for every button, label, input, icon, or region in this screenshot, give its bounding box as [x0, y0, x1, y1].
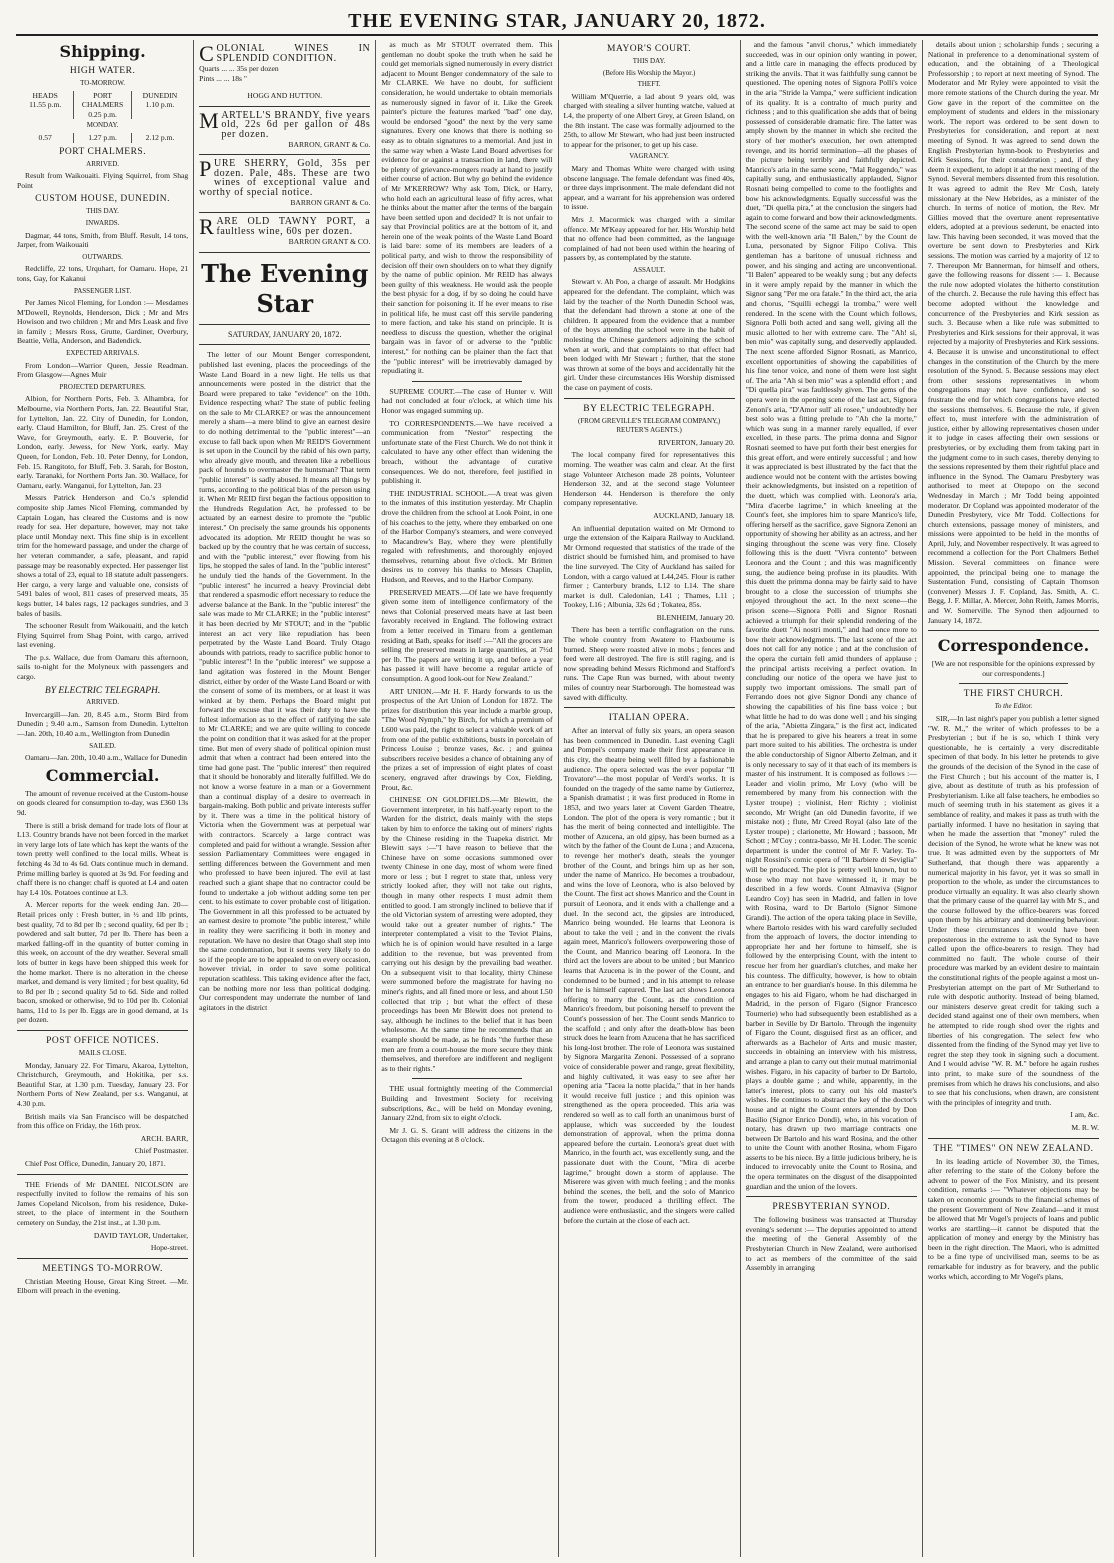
passenger-text: Per James Nicol Fleming, for London :— Mesdames M'Dowell, Reynolds, Henderson, Dick ; Mr and Mrs Howison and two children ; Mr and Mrs Leask and five in family ; Messrs Ross, Grutte, Gardiner, Overbury, Beattie, Vella, Anderson, and Badendick.: [17, 298, 189, 346]
british-text: British mails via San Francisco will be despatched from this office on Friday, the 16th prox.: [17, 1111, 189, 1131]
divider: [564, 707, 735, 708]
high-water-heading: HIGH WATER.: [69, 66, 136, 76]
tide-cell: 0.57: [38, 132, 52, 142]
vagrancy-label: VAGRANCY.: [629, 152, 669, 161]
telegraph-heading: BY ELECTRIC TELEGRAPH.: [583, 403, 715, 414]
tide-cell: PORT CHALMERS 0.25 p.m.: [73, 91, 130, 120]
before-label: (Before His Worship the Mayor.): [602, 68, 696, 77]
henderson-text: Messrs Patrick Henderson and Co.'s splendid composite ship James Nicol Fleming, commanded by Captain Logan, has cleared the Customs and is now ready for sea. Her departure, however, may not take place until Monday next. This fine ship is in excellent trim for the homeward passage, and under the charge of her veteran commander, a safe, pleasant, and rapid passage may be reasonably expected. Her passenger list shows a total of 23, equal to 18 statute adult passengers. Her cargo, a very large and valuable one, consists of 5491 bales of wool, 811 cases of preserved meats, 35 kegs butter, 14 bales rags, 12 packages sundries, and 3 bales of basils.: [17, 493, 189, 618]
chinese-goldfields: CHINESE ON GOLDFIELDS.—Mr Blewitt, the Government interpreter, in his half-yearly report to the Warden for the district, deals mainly with the steps taken by him to enforce the taking out of miners' rights by the Chinese residing in the Tuapeka district. Mr Blewitt says :—"I have reason to believe that the Chinese have on some occasions summoned over twenty Chinese in one day, most of whom were fined more or less ; but I regret to state that, unless very strictly looked after, they will not take out rights, though in many other respects I must admit them entitled to good. I am strongly inclined to believe that if the old Victorian system of arresting were adopted, they would take out a greater number of rights." The interpreter contemplated a visit to the Teviot Plains, which he is of opinion would have resulted in a large addition to the revenue, but was prevented from carrying out his design by the prevailing bad weather. On a subsequent visit to that locality, thirty Chinese were summoned before the magistrate for having no miner's rights, and all fined more or less, and about L50 collected that trip ; but what the effect of these proceedings has been Mr Blewitt does not pretend to say, although he inclines to the belief that it has been wholesome. At the same time he recommends that an example should be made, as he finds "the further these men are from a court-house the more secure they think themselves, and therefore are indifferent and negligent as to their rights.": [381, 795, 553, 1073]
leader-continued: as much as Mr STOUT overrated them. This gentleman no doubt spoke the truth when he said he could get memorials signed numerously in every district adjacent to Mount Benger condemnatory of the sale to Mr CLARKE. We have no doubt, for sufficient consideration, he would undertake to obtain memorials as numerously signed in favor of it. Like the Greek painter's picture the features marked "bad" one day, would be endorsed "good" the next by the very same signatures. Every one knows that there is nothing so easy as to obtain signatures to a memorial. And just in the same way when a Waste Land Board advertises for evidence for or against a transaction in land, there will be plenty of grievance-mongers ready at hand to justify either course of action. But why go behind the evidence of Mr M'KERROW? Why ask Tom, Dick, or Harry, who hold each an agricultural lease of fifty acres, what he thinks about the matter after the terms of the bargain have been settled upon and decided? It is not unfair to say that Provincial politics are at the bottom of it, and herein one of the weak points of the Waste Land Board is laid bare: some of its members are leaders of a political party, and wish to throw the responsibility of decision off their own shoulders on to what they dignify by the name of public opinion. Mr REID has always been guilty of this weakness. He would ask the people the best physic for a dog, if by so doing he could have their sanction for poisoning it. If he ever means to rise in political life, he must cast off this servile pandering to mere faction, and take his stand on principle. It is needless to discuss the question, whether the original bargain was in favor of or adverse to the "public interest," for nothing can be plainer than the fact that the "public interest" will be irretrievably damaged by repudiating it.: [381, 40, 553, 376]
wines-quarts: Quarts ... ... 35s per dozen: [199, 64, 279, 73]
divider: [928, 630, 1099, 631]
art-union: ART UNION.—Mr H. F. Hardy forwards to us the prospectus of the Art Union of London for 1872. The prizes for distribution this year include a marble group, "The Wood Nymph," by Birch, for which a premium of L600 was paid, the right to select a valuable work of art from one of the public exhibitions, busts in porcelain of Princess Louise ; bronze vases, &c. ; and guinea subscribers receive besides a chance of obtaining any of the prizes a set of impression of eight plates of coast scenery, engraved after drawings by Cox, Fielding, Prout, &c.: [381, 686, 553, 792]
correspondence-heading: Correspondence.: [937, 636, 1090, 656]
outwards-text: Redcliffe, 22 tons, Urquhart, for Oamaru. Hope, 21 tons, Gay, for Kakanui: [17, 264, 189, 283]
blenheim-text: There has been a terrific conflagration on the runs. The whole country from Awatere to Flaxbourne is burned. Sheep were roasted alive in mobs ; fences and feed were all destroyed. The fire is still raging, and is now spreading behind Messrs Richmond and Stafford's runs. The Cape Run was burned, with about twenty miles of country near Starborough. The homestead was saved with difficulty.: [563, 625, 735, 702]
taylor-sign: DAVID TAYLOR, Undertaker,: [93, 1230, 189, 1240]
arrived-text: Result from Waikouaiti. Flying Squirrel, from Shag Point: [17, 171, 189, 190]
brandy-text: MARTELL'S BRANDY, five years old, 22s 6d per gallon or 48s per dozen.: [199, 107, 371, 140]
opera-text: After an interval of fully six years, an opera season has been commenced in Dunedin. Last evening Cagli and Pompei's company made their first appearance in this city, the theatre being well filled by a fashionable audience. The opera selected was the ever popular "Il Trovatore"—the most popular of Verdi's works. It is founded on the tragedy of the same name by Gutierrez, a Spanish dramatist ; it was first produced in Rome in 1853, and two years later at Covent Garden Theatre, London. The plot of the opera is very romantic ; but it has the merit of being connected and intelligible. The mother of Azucena, an old gipsy, has been burned as a witch by the father of the Count de Luna ; and Azucena, to revenge her mother's death, steals the younger brother of the Count, and brings him up as her son, under the name of Manrico. He becomes a troubadour, and wins the love of Leonora, who is also beloved by the Count. The first act shows Manrico and the Count in pursuit of Leonora, and it ends with a challenge and a duel. In the second act, the gipsies are introduced, Manrico being wounded. He learns that Leonora is about to take the veil ; and in the convent the rivals again meet, Manrico's followers overpowering those of the Count, and Manrico bearing off Leonora. In the third act the lovers are about to be united ; but Manrico learns that Azucena is in the power of the Count, and condemned to be burned ; and in his attempt to release her he is himself captured. The last act shows Leonora offering to marry the Count, as the condition of Manrico's freedom, but poisoning herself to prevent the Count's possession of her. The Count sends Manrico to the scaffold ; and only after the death-blow has been struck does he learn from Azucena that he has sacrificed his long-lost brother. The role of Leonora was sustained by Signora Margarita Zenoni. Possessed of a soprano voice of considerable power and range, great flexibility, and highly cultivated, it was easy to see after her opening aria "Tacea la notte placida," that in her hands it would receive full justice ; and this opinion was strengthened as the opera proceeded. This aria was rendered so well as to call forth an unanimous burst of applause, which was succeeded by the loudest demonstration of approval, when the prima donna appeared before the curtain. Leonora's great duet with Manrico, in the fourth act, was excellently sung, and the passionate duet with the Count, "Mira di acerbe lagrime," brought down a storm of applause. The Miserere was given with much feeling ; and the monks behind the scenes, the bell, and the solo of Manrico from the tower, produced a thrilling effect. The audience were enthusiastic, and the singers were called before the curtain at the close of each act.: [563, 726, 735, 1225]
inwards-label: INWARDS.: [85, 218, 120, 227]
synod-text: The following business was transacted at Thursday evening's sederunt :— The deputies appointed to attend the meeting of the General Assembly of the Presbyterian Church in New Zealand, were authorised to act as members of the committee of the said Assembly in arranging: [745, 1215, 917, 1273]
grant-address: Mr J. G. S. Grant will address the citizens in the Octagon this evening at 8 o'clock.: [381, 1125, 553, 1145]
assault-label: ASSAULT.: [633, 265, 666, 274]
column-1: [12, 40, 194, 1557]
brandy-advert: [199, 107, 370, 155]
first-church-heading: THE FIRST CHURCH.: [963, 689, 1064, 700]
auckland-dateline: AUCKLAND, January 18.: [653, 510, 735, 520]
column-5: [741, 40, 923, 1557]
mails-text: Monday, January 22. For Timaru, Akaroa, Lyttelton, Christchurch, Greymouth, and Hokitika, per s.s. Beautiful Star, at 1.30 p.m. Tuesday, January 23. For Northern Ports of New Zealand, per s.s. Wanganui, at 4.30 p.m.: [17, 1060, 189, 1109]
sherry-firm: BARRON GRANT & Co.: [290, 197, 371, 207]
letter-text: SIR,—In last night's paper you publish a letter signed "W. R. M.," the writer of which professes to be a Presbyterian ; but if he is so, which I think very questionable, he is certainly a very discreditable specimen of that body. In his letter he pretends to give the grounds of the decision of the Synod in the case of the First Church ; but his account of the matter is, I give, about as destitute of truth as his profession of Presbyterianism. Like all false teachers, he embodies so much of seeming truth in his statement as gives it a semblance of reality, and makes it pass as truth with the partially informed. I have no hesitation in saying that when he made the assertion that "money" ruled the decision of the Synod, he wrote what he knew was not true. It was admitted even by the supporters of Mr Sutherland, that though there was apparently a numerical majority in his favor, yet it was so small in proportion to the whole, as under the circumstances to produce virtually an equality. It was also clearly shown that the primary cause of the quarrel lay with Mr S., and the course followed by the office-bearers was forced upon them by his arbitrary and domineering behaviour. Under these circumstances it would have been preposterous in the extreme to ask the Synod to have called upon the office-bearers to resign. They had committed no fault. The whole course of their procedure was marked by an evident desire to maintain the constitutional rights of the people against a most un-Presbyterian attempt on the part of Mr Sutherland to rule with despotic authority. Instead of being blamed, our ministers deserve great credit for taking such a decided stand against one of their own members, when he attempted to ride rough shod over the rights and liberties of his congregation. The select few who dissented from the finding of the Synod may yet live to regret the step they took in signing such a document. And I would advise "W. R. M." before he again rushes into print, to make sure of the soundness of the premises from which he draws his conclusions, and also to see that his conclusions, when drawn, are consistent with the principles of integrity and truth.: [927, 714, 1100, 1107]
passenger-label: PASSENGER LIST.: [73, 286, 132, 295]
divider: [746, 1196, 917, 1197]
macormick-text: Mrs J. Macormick was charged with a similar offence. Mr M'Keay appeared for her. His Worship held that no offence had been committed, as the language complained of had not been used within the hearing of passers by, as contemplated by the statute.: [563, 214, 735, 263]
leader-date: SATURDAY, JANUARY 20, 1872.: [228, 329, 342, 339]
supreme-court: SUPREME COURT.—The case of Hunter v. Will had not concluded at four o'clock, at which time his Honor was engaged summing up.: [381, 386, 553, 415]
inwards-text: Dagmar, 44 tons, Smith, from Bluff. Result, 14 tons, Jarper, from Waikouaiti: [17, 230, 189, 250]
sherry-text: PURE SHERRY, Gold, 35s per dozen. Pale, 48s. These are two wines of exceptional value and worthy of special notice.: [199, 156, 371, 198]
letter-signature: M. R. W.: [1071, 1122, 1100, 1132]
arch-barr: ARCH. BARR,: [140, 1133, 189, 1143]
correspondents: TO CORRESPONDENTS.—We have received a communication from "Nestor" respecting the unfortunate state of the First Church. We do not think it calculated to have any other effect than widening the breach, without the advantage of curative consequences. We do not, therefore, feel justified in publishing it.: [381, 418, 553, 486]
synod-heading: PRESBYTERIAN SYNOD.: [772, 1202, 891, 1213]
vagrancy-text: Mary and Thomas White were charged with using obscene language. The female defendant was fined 40s, or three days imprisonment. The male defendant did not appear, and a warrant for his apprehension was ordered to issue.: [563, 163, 735, 212]
columns: [12, 40, 1104, 1557]
tide-table: [17, 91, 188, 120]
leader-text: The letter of our Mount Benger correspondent, published last evening, places the proceedings of the Waste Land Board in a new light. He tells us that announcements were posted in the district that the Board were prepared to take "evidence" on the 10th. Evidence respecting what? The state of public feeling on the sale to Mr CLARKE? or was the announcement merely a sham—a mere blind to give an earnest desire to do nothing detrimental to the "public interest"—an excuse to fall back upon when Mr REID'S Government is set upon in the Council by the rabid of his own party, who already give mouth, and threaten like a rebellious pack of hounds to overmaster the huntsman? That term "public interest" is sadly abused. It means all things by turns, according to the political bias of the person using it. When Mr REID first began the factious opposition to the Hundreds Regulation Act, he professed to be actuated by an earnest desire to promote the "public interest." On precisely the same grounds his opponents advocated its adoption. Mr REID thought he was so backed up by the country that he was certain of success, and with the "public interest," ever flowing from his lips, he stopped the sales of land. In the "public interest" he unduly tied the hands of the Government. In the "public interest" he incurred a heavy Provincial debt that rendered a spasmodic effort necessary to reduce the adverse balance at the Bank. In the "public interest" the sale was made to Mr CLARKE; in the "public interest" it has been decried by Mr STOUT; and in the "public interest an act very like repudiation has been perpetrated by the Waste Land Board. Truly Otago abounds with patriots, ready to sacrifice public honor to "public interest"! In the "public interest" we suppose a land agitation was fostered in the Mount Benger district, either by order of the Waste Land Board or with the consent of some of its members, or at least it was winked at by them. Perhaps the Board might put forward the excuse that it was their duty to have the fullest information as to the effect of ratifying the sale to Mr CLARKE; and we are quite willing to concede the point on condition that it was asked for at the proper time. But men of every shade of political opinion must admit that when a contract had been entered into the time had gone past. The "public interest" then required that it should be honorably and literally fulfilled. We do not know a worse feature in a man or a Government than a continual display of a desire to overreach in bargain-making. Both public and private interests suffer by it. There was a time in the political history of Victoria when the Government was at perpetual war with contractors. Scarcely a large contract was completed and paid for without a wrangle. Session after session Parliamentary Committees were engaged in settling differences between the Government and men who professed to have been injured. The evil at last reached such a giant shape that no contractor could be found to undertake a job without adding some ten per cent. to his estimate to cover probable cost of litigation. The Government in all this professed to be actuated by an earnest desire to promote "the public interest," while in reality they were sacrificing it both in money and reputation. We have no desire that Otago shall step into the same condemnation, but it seems very likely to do so if the people are to be appealed to on every occasion, however trivial, in order to save some political reputation scathless. This taking evidence after the fact, can be nothing more nor less than political dodging. Our correspondent may underrate the number of land agitators in the district: [199, 350, 371, 1012]
arrived2-label: ARRIVED.: [86, 698, 120, 707]
port-chalmers-heading: PORT CHALMERS.: [59, 146, 147, 157]
divider: [412, 1078, 522, 1079]
divider: [959, 683, 1069, 684]
sailed-label: SAILED.: [89, 741, 116, 750]
expected-text: From London—Warrior Queen, Jessie Readman. From Glasgow—Agnes Muir: [17, 360, 189, 380]
theft-text: William M'Querrie, a lad about 9 years old, was charged with stealing a silver hunting watche, valued at L4, the property of one Albert Grey, at Green Island, on the 8th instant. The case was formally adjourned to the 25th, to allow Mr Stewart, who had just been instructed to appear for the prisoner, to get up his case.: [563, 91, 735, 149]
greville-label: (FROM GREVILLE'S TELEGRAM COMPANY,) REUTER'S AGENTS.): [577, 416, 721, 435]
divider: [17, 1030, 188, 1031]
industrial-school: THE INDUSTRIAL SCHOOL.—A treat was given to the inmates of this institution yesterday. Mr Chaplin drove the children from the school at Look Point, in one of his coaches to the jetty, where they embarked on one of the Harbor Company's steamers, and were conveyed to Macandrew's Bay, where they were plentifully regaled with refreshments, and thoroughly enjoyed themselves, returning about five o'clock. Mr Britten desires us to convey his thanks to Messrs Chaplin, Hudson, and Reeves, and to the Harbor Company.: [381, 488, 553, 585]
port-text: RARE OLD TAWNY PORT, a faultless wine, 60s per dozen.: [199, 214, 371, 240]
auckland-text: An influential deputation waited on Mr Ormond to urge the extension of the Kaipara Railway to Auckland. Mr Ormond requested that statistics of the trade of the district should be furnished him, and promised to have the line surveyed. The City of Auckland has sailed for London, with a cargo valued at L44,245. Flour is rather firmer ; Canterbury brands, L12 to L14. The share market is dull. Caledonian, L41 ; Thames, L11 ; Tookey, L16 ; Albunia, 32s 6d ; Tokatea, 85s.: [563, 523, 735, 610]
divider: [928, 1138, 1099, 1139]
tide-cell: HEADS 11.55 p.m.: [29, 90, 62, 110]
opera-continued: and the famous "anvil chorus," which immediately succeeded, was in our opinion only wanting in power, and a little care in managing the effects produced by striking the anvils. That it was faithfully sung cannot be questioned. The opening notes of Signora Polli's voice in the aria "Stride la Vampa," were sufficient indication of its quality. It is a contralto of much purity and richness ; and to this qualification she adds that of being possessed of considerable dramatic fire. The latter was amply shown by the manner in which she recited the story of her mother's execution, her own attempted revenge, and its horrid termination—all the phases of the picture being terribly and faithfully depicted. Manrico's aria in the same scene, "Mal Reggendo," was capitally sung, and enthusiastically applauded, Signor Rosnati being compelled to come to the footlights and bow his acknowledgments. Equally successful was the duet, "Di quella pira," at the conclusion the singers had again to come forward and bow their acknowledgments. The second scene of the same act may be said to open with the well-known aria "Il Balen," by the Count de Luna, personated by Signor Filipo Coliva. This gentleman has a baritone of unusual richness and power, and his singing and acting are unconventional. "Il Balen" appeared to be weakly sung ; but any defects in it were amply repaid by the manner in which the Signor sang "Per me ora fatale." In the third act, the aria and chorus, "Squilli echeggi la tromba," were well rendered. In the scene with the Count which follows, Signora Polli both acted and sang well, giving all the music allotted to her with extreme care. The "Ah! sì, ben mio" was capitally sung, and deservedly applauded. The next scene afforded Signor Rosnati, as Manrico, excellent opportunities of showing the capabilities of his fine tenor voice, and none of them were lost sight of. The aria "Ah si ben mio" was a splendid effort ; and "Di quella pira" was faultlessly given. The gems of the opera were in the opening scene of the last act, Signora Zenoni's aria, "D'Amor sull' ali rosee," undoubtedly her best solo was a fitting prelude to "Ah che la morte," which was sung in a manner rarely equalled, if ever excelled, in these parts. The prima donna and Signor Rosnati seemed to have put forth their best energies for this great effort, and were entirely successful ; and how it was appreciated is best illustrated by the fact that the audience would not be content with the artistes bowing their acknowledgments, but insisted on a repetition of the duett, which was complied with. Leonora's aria, "Mira d'acerbe lagrime," in which kneeling at the Count's feet, she implores him to spare Manrico's life, offering herself as the sacrifice, gave Signora Zenoni an opportunity of showing her ability as an actress, and her singing throughout the scene was very fine. Closely following this is the duett "Vivra contento" between Leonora and the Count ; and this was magnificently sung, the audience being profuse in its plaudits. With this duett the primma donna may be fairly said to have brought to a close the succession of triumphs she enjoyed throughout the act. In the next scene—the prison scene—Signora Polli and Signor Rosnati achieved a triumph for their splendid rendering of the favorite duett "Ai nostri monti," and had once more to bow their acknowledgments. The last scene of the act does not call for any notice ; and at the conclusion of the opera the curtain fell amid thunders of applause ; the principal artists receiving a perfect ovation. In concluding our notice of the opera we have just to supply two important omissions. The small part of Ferrando does not give Signor Dondi any chance of showing the capabilities of his fine bass voice ; but what little he had to do was done well ; and his singing of the aria, "Abietta Zingara," is the first act, indicated that he is prepared to give his hearers a treat in some part more suited to his abilities. The orchestra is under the able conductorship of Signor Alberto Zelman, and it is only necessary to say of it that each of its members is master of his instrument. It is composed as follows :—Leader and violin primo, Mr Lovy (who will be remembered by many from his connection with the Lyster troupe) ; violinist, Herr Richty ; violinist secondo, Mr Wright (an old Dunedin favorite, if we mistake not) ; flute, Mr Creed Royal (also late of the Lyster troupe) ; clarionette, Mr Howard ; bassoon, Mr Schott ; M'Coy ; contra-basso, Mr H. Loder. The scenic department is under the control of Mr F. Varley. To-night Rossini's comic opera of "Il Barbiere di Seviglia" will be produced. The plot is pretty well known, but to those who may not have witnessed it, it may be described in a few words. Count Almaviva (Signor Leandro Coy) has seen in Madrid, and fallen in love with Rosina, ward to Dr Bartolo (Signor Simone Grandi). The action of the opera taking place in Seville, where Bartolo resides with his ward carefully secluded from the approach of lovers, the doctor intending to appropriate her and her fortune to himself, she is followed by the enterprising Count, with the intent to rescue her from her guardian's clutches, and make her his countess. The difficulty, however, is how to obtain an entrance to her guardian's house. In this dilemma he engages to his aid Figaro, whom he had discharged in Madrid, in the person of Figaro (Signor Francesco Tournerie) who had subsequently been established as a barber in Seville by Dr Bartolo. Through the ingenuity of Figaro the Count, disguised first as an officer, and afterwards as a Bachelor of Arts and music master, succeeds in obtaining an interview with his mistress, and arrange a plan to carry out their mutual matrimonial wishes. Figaro, in his capacity of barber to Dr Bartolo, plays a double game ; and while, apparently, in the latter's interest, plots to carry out his old master's wishes. He continues to abstract the key of the doctor's house and at night the Count enters attended by Don Basilio (Signor Enrico Dondi), who, in his vocation of notary, has drawn up two marriage contracts one between Dr Bartolo and his ward Rosina, and the other to unite the Count with another Rosina, whom Figaro asserts to be his niece. By a little judicious bribery, he is induced to irrevocably unite the Count to Rosina, and the opera terminates on the disgust of the disappointed guardian and the union of the lovers.: [745, 40, 917, 1191]
retail-text: A. Mercer reports for the week ending Jan. 20—Retail prices only : Fresh butter, in ½ and 1lb prints, best quality, 7d to 8d per lb ; second quality, 6d per lb ; powdered and salt butter, 7d per lb. There has been a marked falling-off in the quantity of butter coming in this week, on account of the dry weather. Several small lots of butter in kegs have been shipped this week for the home market. There is no alteration in the cheese market, and demand is very limited ; for best quality, 6d to 8d per lb ; second quality 5d to 6d. Side and rolled bacon, smoked or otherwise, 9d to 10d per lb. Colonial hams, 11d to 1s per lb. Eggs are in good demand, at 1s per dozen.: [17, 900, 189, 1025]
tide-cell: 2.12 p.m.: [131, 133, 188, 143]
electric-heading: BY ELECTRIC TELEGRAPH.: [44, 685, 161, 696]
divider: [412, 381, 522, 382]
divider: [564, 398, 735, 399]
projected-text: Albion, for Northern Ports, Feb. 3. Alhambra, for Melbourne, via Northern Ports, Jan. 22. Beautiful Star, for Lyttelton, Jan. 22. City of Dunedin, for London, early. Claud Hamilton, for Bluff, Jan. 25. Crest of the Wave, for Greymouth, early. E. P. Bouverie, for London, early. Jewess, for New York, early. May Queen, for London, Feb. 10. Peter Denny, for London, Feb. 15. Rangitoto, for Bluff, Feb. 3. Sarah, for Boston, early. Taranaki, for Northern Ports Jan. 30. Wallace, for Oamaru, early. Wanganui, for Lyttelton, Jan. 23: [17, 394, 189, 490]
commercial-society: THE usual fortnightly meeting of the Commercial Building and Investment Society for receiving subscriptions, &c., will be held on Monday evening, January 22nd, from six to eight o'clock.: [381, 1084, 553, 1123]
column-6: [923, 40, 1104, 1557]
tide-cell: 1.27 p.m.: [73, 133, 130, 143]
arch-role: Chief Postmaster.: [134, 1146, 189, 1156]
divider: [199, 344, 370, 345]
projected-label: PROJECTED DEPARTURES.: [59, 382, 146, 391]
this-day-label: THIS DAY.: [86, 207, 119, 216]
disclaimer: [We are not responsible for the opinions expressed by our correspondents.]: [931, 659, 1095, 678]
divider: [17, 1258, 188, 1259]
times-heading: THE "TIMES" ON NEW ZEALAND.: [933, 1143, 1094, 1154]
blenheim-dateline: BLENHEIM, January 20.: [656, 612, 735, 622]
port-firm: BARRON GRANT & CO.: [288, 237, 371, 247]
divider: [17, 1174, 188, 1175]
arrived2-text: Invercargill—Jan. 20, 8.45 a.m., Storm Bird from Dunedin ; 9.40 a.m., Samson from Dunedin. Lyttelton—Jan. 20th, 10.40 a.m., Wellington from Dunedin: [17, 709, 189, 739]
opera-heading: ITALIAN OPERA.: [608, 713, 690, 724]
wallace-text: The p.s. Wallace, due from Oamaru this afternoon, sails to-night for the Molyneux with passengers and cargo.: [17, 652, 189, 682]
wines-advert: [199, 40, 370, 107]
this-day-label: THIS DAY.: [632, 57, 666, 65]
schooner-text: The schooner Result from Waikouaiti, and the ketch Flying Squirrel from Shag Point, with cargo, arrived last evening.: [17, 621, 189, 650]
meetings-heading: MEETINGS TO-MORROW.: [42, 1263, 163, 1274]
masthead: THE EVENING STAR, JANUARY 20, 1872.: [16, 8, 1098, 36]
wines-title: COLONIAL WINES IN SPLENDID CONDITION.: [199, 41, 371, 66]
wines-pints: Pints ... ... 18s ": [199, 73, 247, 83]
riverton-dateline: RIVERTON, January 20.: [658, 437, 735, 447]
sherry-advert: [199, 155, 370, 213]
column-3: [376, 40, 558, 1557]
tomorrow-label: TO-MORROW.: [80, 79, 126, 87]
shipping-heading: Shipping.: [59, 42, 146, 61]
arch-date: Chief Post Office, Dunedin, January 20, 1871.: [25, 1159, 166, 1168]
assault-text: Stewart v. Ah Poo, a charge of assault. Mr Hodgkins appeared for the defendant. The complaint, which was laid by the teacher of the North Dunedin School was, that the defendant had thrown a stone at one of the children. It appeared from the evidence that a number of the boys attending the school were in the habit of molesting the Chinese gardeners adjoining the school when at work, and that complaints to that effect had been lodged with Mr Stewart ; further, that the stone was thrown at some of the boys and accidentally hit the girl. Under these circumstances His Worship dismissed the case on payment of costs.: [563, 277, 735, 392]
post-office-heading: POST OFFICE NOTICES.: [46, 1036, 160, 1047]
tide-cell: DUNEDIN 1.10 p.m.: [131, 91, 188, 120]
letter-closing: I am, &c.: [1070, 1110, 1100, 1120]
tide-table-monday: [17, 133, 188, 143]
column-2: [194, 40, 376, 1557]
expected-label: EXPECTED ARRIVALS.: [66, 349, 140, 358]
revenue-text: The amount of revenue received at the Custom-house on goods cleared for consumption to-day, was £360 13s 9d.: [17, 788, 189, 817]
theft-label: THEFT.: [637, 80, 661, 89]
divider: [199, 324, 370, 325]
nicolson-notice: THE Friends of Mr DANIEL NICOLSON are respectfully invited to follow the remains of his son James Copeland Nicolson, from his residence, Duke-street, to the place of interment in the Southern cemetery on Sunday, the 21st inst., at 1.30 p.m.: [17, 1179, 189, 1227]
to-editor-label: To the Editor.: [994, 702, 1033, 711]
arrived-label: ARRIVED.: [86, 159, 120, 168]
mails-label: MAILS CLOSE.: [78, 1049, 127, 1058]
monday-label: MONDAY.: [86, 121, 119, 130]
evening-star-title: The Evening Star: [201, 258, 369, 318]
trade-text: There is still a brisk demand for trade lots of flour at L13. Country brands have not been forced in the market in very large lots of late which has kept the wants of the town pretty well confined to the local mills. Wheat is fetching 4s 3d to 4s 6d. Oats continue much in demand. Prime milling barley is quoted at 3s 9d. For feeding and chaff there is no change: chaff is quoted at L4 and oaten hay L4 10s. Potatoes continue at L3.: [17, 820, 189, 897]
meetings-text: Christian Meeting House, Great King Street. —Mr. Elborn will preach in the evening.: [17, 1276, 189, 1296]
mayors-court-heading: MAYOR'S COURT.: [607, 44, 692, 54]
synod-continued: details about union ; scholarship funds ; securing a National in preference to a denominational system of education, and the obtaining of a Theological Professorship ; to report at next meeting of Synod. The Moderator and Mr Ryley were appointed to visit the more remote stations of the Church during the year. Mr Gow gave in the report of the committee on the employment of students and elders in the missionary work. The report was ordered to be sent down to Presbyteries for consideration, and report at next meeting of Synod. It was agreed to send down the English Presbyterian hymn-book to Presbyteries and Kirk Sessions, for their consideration ; and, if they deem it expedient, to adopt it at the next meeting of the Synod. Several members dissented from this resolution. It was agreed to admit the Rev Mr Cosh, lately missionary at the New Hebrides, as a minister of the church. In terms of notice of motion, the Rev. Mr Gillies moved that the overture anent representative elders, adopted at a previous sederunt, be enacted into law. This having been seconded, it was moved that the overture be sent down to Presbyteries and Kirk sessions. The motion was carried by a majority of 12 to 7. Thereupon Mr Bannerman, for himself and others, gave the following reasons for dissent :— 1. Because the rule now adopted violates the hitherto constitution of the church. 2. Because the rule having this effect has become adopted without the knowledge and concurrence of the Presbyteries and Kirk session as such. 3. Because when a like rule was submitted to Presbyteries and Kirk sessions for their approval, it was rejected by a majority of Presbyteries and Kirk sessions. 4. Because it is unwise and unconstitutional to effect changes in the constitution of the Church by the mere resolution of the Synod. 5. Because sessions may elect from other sessions representatives in whom congregations may not have confidence, and so frustrate the end for which congregations have elected the sessions themselves. 6. Because the rule, if given effect to, must interfere with the administration of justice, either by allowing representatives chosen under it to judge in cases affecting their own sessions or presbyteries, or by excluding them from taking part in the judgment come to in such cases, thereby denying to the sessions represented by them their rightful place and influence in the Synod. The Oamaru Presbytery was authorised to meet at Otepopo on the second Wednesday in March ; Mr Todd being appointed moderator. Dr Copland was appointed moderator of the Dunedin Presbytery, vice Mr Todd. Collections for church extensions, passage money of ministers, and missions were appointed to be held in the months of April, July, and November respectively. It was agreed to recommend a collection for the Port Chalmers Bethel Mission. Several committees on finance were appointed, the principal being one to manage the Sustentation Fund, consisting of Captain Thomson (convener) Messrs J. F. Copland, Jas. Smith, A. C. Begg, J. F. Millar, A. Mercer, John Reith, James Morris, and W. Somerville. The Synod then adjourned to January 14, 1872.: [927, 40, 1100, 625]
port-advert: [199, 213, 370, 253]
outwards-label: OUTWARDS.: [82, 252, 123, 261]
column-4: [559, 40, 741, 1557]
wines-firm: HOGG AND HUTTON.: [247, 91, 323, 101]
taylor-street: Hope-street.: [150, 1243, 189, 1253]
preserved-meats: PRESERVED MEATS.—Of late we have frequently given some item of intelligence confirmatory of the news that Colonial preserved meats have at last been favorably received in England. The following extract from a letter received in Timaru from a gentleman residing at Bath, speaks for itself :—"All the grocers are selling the preserved meats in large quantities, at 7½d per lb. The papers are writing it up, and before a year has passed it will have become a regular article of consumption. A good look-out for New Zealand.": [381, 587, 553, 683]
riverton-text: The local company fired for representatives this morning. The weather was calm and clear. At the first stage Volunteer Atcheson made 28 points, Volunteer Henderson 32, and at the second stage Volunteer Henderson 44. Henderson is therefore the only company representative.: [563, 450, 735, 508]
brandy-firm: BARRON, GRANT & Co.: [288, 139, 371, 149]
custom-house-heading: CUSTOM HOUSE, DUNEDIN.: [35, 194, 171, 205]
sailed-text: Oamaru—Jan. 20th, 10.40 a.m., Wallace for Dunedin: [25, 753, 188, 763]
times-text: In its leading article of November 30, the Times, after referring to the state of the Colony before the advent to power of the Fox Ministry, and its present condition, remarks :— "Whatever objections may be taken on economic grounds to the financial schemes of the present Government of New Zealand—and it must be allowed that Mr Vogel's projects of loans and public works are startling—it cannot be disputed that the application of money and energy by the Ministry has been in the right direction. The Maori, who is admitted to be a fine type of uncivilised man, seems to be as remarkable for industry as for bravery, and the public works which, according to Mr Vogel's plans,: [927, 1156, 1100, 1281]
commercial-heading: Commercial.: [45, 765, 160, 785]
